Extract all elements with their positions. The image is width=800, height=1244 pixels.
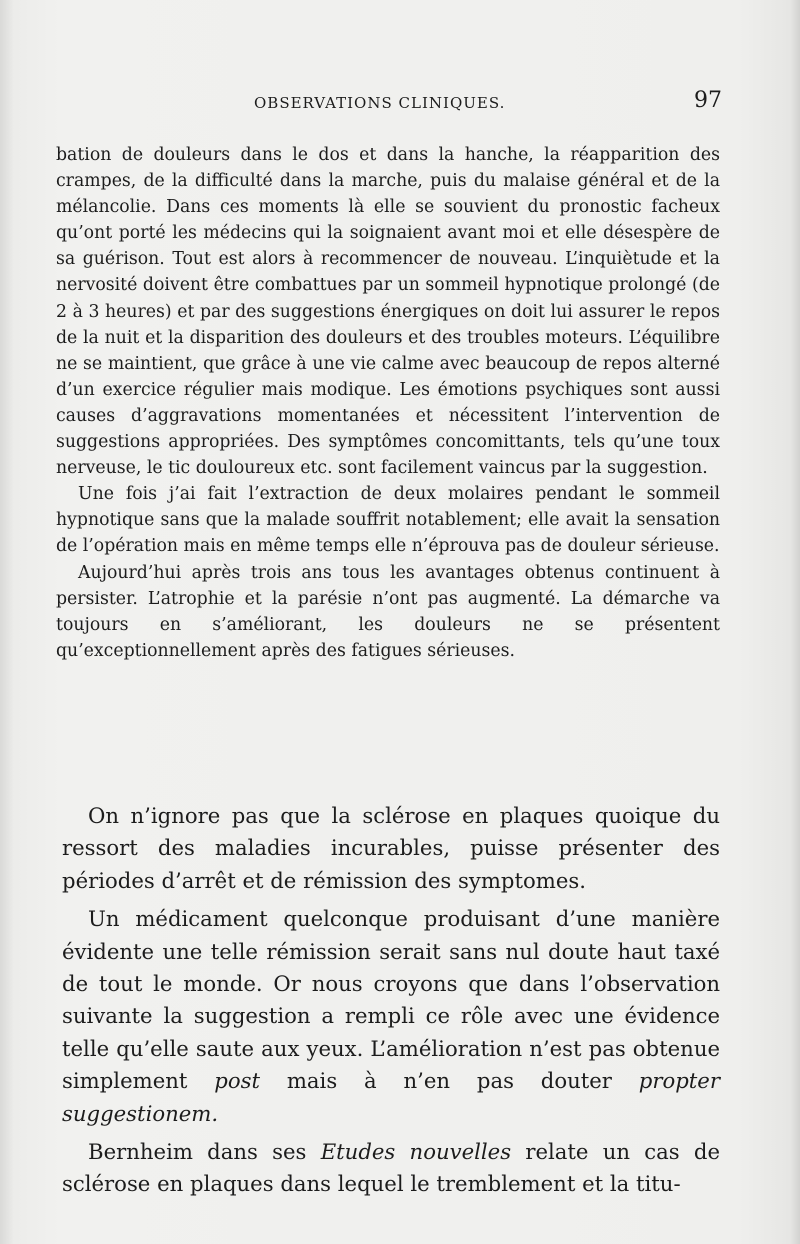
paragraph (62, 903, 720, 1130)
text-run: Bernheim dans ses (88, 1139, 307, 1165)
italic-text: propter suggestionem. (62, 1068, 720, 1126)
page-number: 97 (694, 88, 722, 113)
paragraph: bation de douleurs dans le dos et dans la hanche, la réapparition des crampes, de la difficulté dans la marche, puis du malaise général et de la mélancolie. Dans ces moments là elle se souvient du pronostic facheux qu’ont porté les médecins qui la soignaient avant moi et elle désespère de sa guérison. Tout est alors à recommencer de nouveau. L’inquiètude et la nervosité doivent être combattues par un sommeil hypnotique prolongé (de 2 à 3 heures) et par des suggestions énergiques on doit lui assurer le repos de la nuit et la disparition des douleurs et des troubles moteurs. L’équilibre ne se maintient, que grâce à une vie calme avec beaucoup de repos alterné d’un exercice régulier mais modique. Les émotions psychiques sont aussi causes d’aggravations momentanées et nécessitent l’intervention de suggestions appropriées. Des symptômes concomittants, tels qu’une toux nerveuse, le tic douloureux etc. sont facilement vaincus par la suggestion. (56, 145, 720, 479)
italic-text: Etudes nouvelles (320, 1139, 512, 1165)
observation-text (56, 142, 720, 664)
text-run: Un médicament quelconque produisant d’une manière évidente une telle rémission serait sans nul doute haut taxé de tout le monde. Or nous croyons que dans l’observation suivante la suggestion a rempli ce rôle avec une évidence telle qu’elle saute aux yeux. L’amélioration n’est pas obtenue simplement (62, 906, 720, 1094)
paragraph: Une fois j’ai fait l’extraction de deux molaires pendant le sommeil hypnotique sans que la malade souffrit notablement; elle avait la sensation de l’opération mais en même temps elle n’éprouva pas de douleur sérieuse. (56, 484, 720, 557)
text-run: relate un cas de sclérose en plaques dans lequel le tremblement et la titu- (62, 1139, 720, 1197)
commentary-text (62, 800, 720, 1207)
paragraph: Aujourd’hui après trois ans tous les avantages obtenus continuent à persister. L’atrophie et la parésie n’ont pas augmenté. La démarche va toujours en s’améliorant, les douleurs ne se présentent qu’exceptionnellement après des fatigues sérieuses. (56, 562, 720, 661)
page-header (58, 88, 722, 120)
running-title: OBSERVATIONS CLINIQUES. (254, 94, 506, 112)
paragraph (62, 1136, 720, 1201)
italic-text: post (214, 1068, 260, 1094)
paragraph: On n’ignore pas que la sclérose en plaques quoique du ressort des maladies incurables, puisse présenter des périodes d’arrêt et de rémission des symptomes. (62, 803, 720, 893)
text-run: mais à n’en pas douter (286, 1068, 612, 1094)
